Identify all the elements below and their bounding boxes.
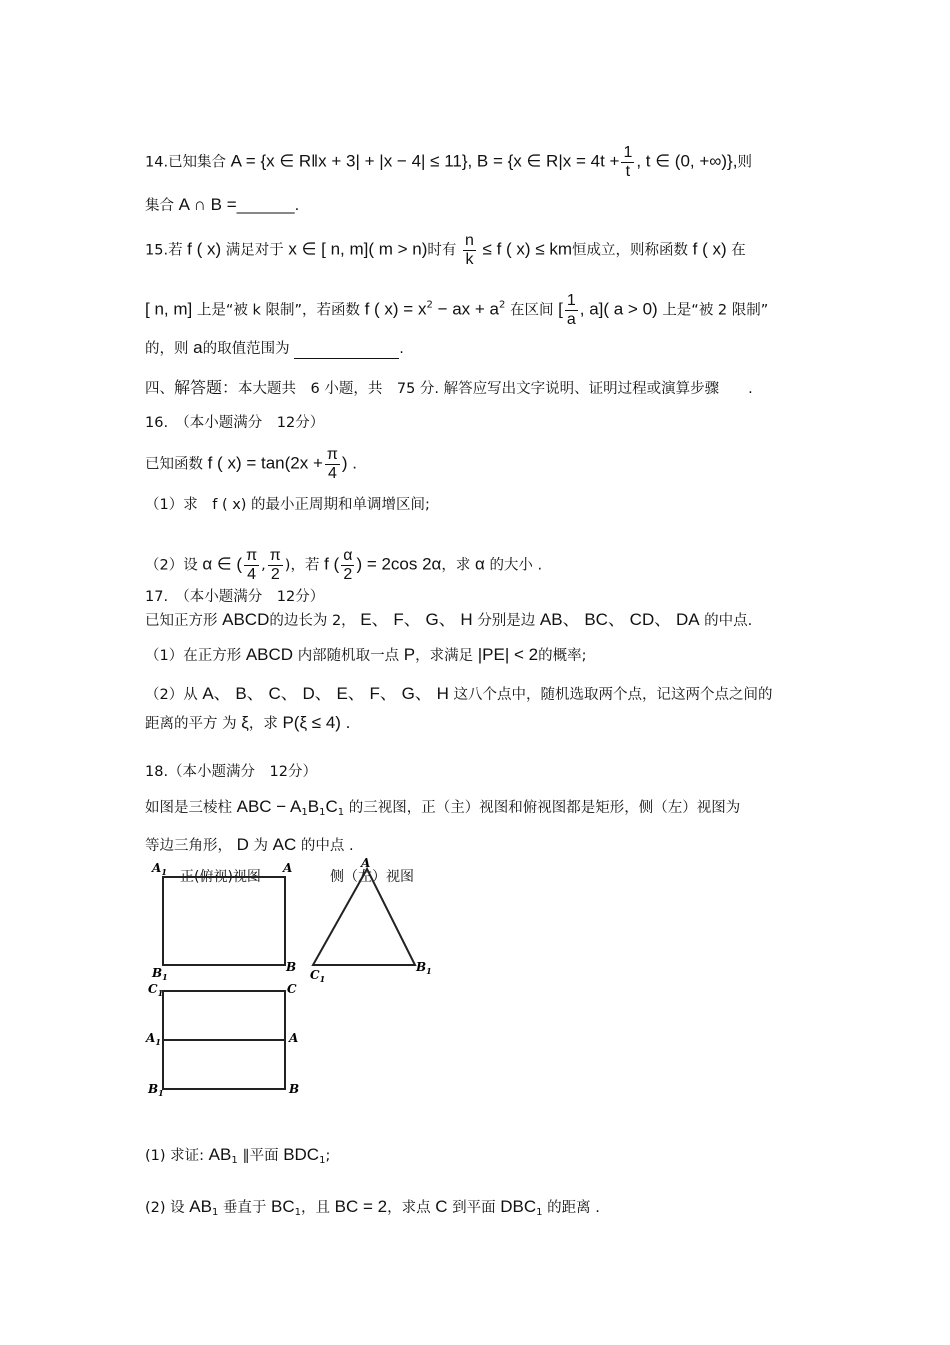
q15-text: 在 bbox=[731, 242, 746, 259]
q16-part1: （1）求 f ( x) 的最小正周期和单调增区间; bbox=[145, 497, 430, 513]
q17-text: ，求满足 bbox=[415, 648, 474, 664]
math-efgh: E、 F、 G、 H bbox=[360, 610, 473, 629]
math-abcd: ABCD bbox=[222, 610, 270, 629]
three-view-figure bbox=[140, 855, 450, 1105]
math-interval: [ n, m] bbox=[145, 299, 193, 319]
math-bc-equals: BC = 2 bbox=[334, 1197, 388, 1216]
math-bdc1: BDC bbox=[283, 1145, 320, 1164]
q14-text-then: 则 bbox=[737, 154, 752, 171]
q14-line1 bbox=[145, 144, 752, 181]
q18-heading: 18.（本小题满分 12分） bbox=[145, 764, 318, 780]
numerator: 1 bbox=[566, 292, 576, 309]
q15-period: . bbox=[399, 341, 404, 357]
denominator: 4 bbox=[247, 566, 257, 583]
answer-blank: ________. bbox=[236, 198, 300, 214]
q18-text: (1) 求证: bbox=[145, 1148, 205, 1164]
label-b-front: B bbox=[286, 960, 297, 974]
front-view-caption: 正(俯视)视图 bbox=[180, 869, 261, 885]
math-bc1: BC bbox=[271, 1197, 295, 1216]
label-b-top: B bbox=[289, 1082, 300, 1096]
math-equation: ) = 2cos 2α bbox=[356, 554, 442, 574]
q17-text: 的概率; bbox=[538, 648, 587, 664]
math-f: f ( bbox=[324, 554, 340, 574]
fraction-1-over-a bbox=[565, 292, 578, 329]
q17-text: 内部随机取一点 bbox=[297, 648, 400, 664]
q15-text: 若 bbox=[168, 242, 183, 259]
q18-text: 的距离 . bbox=[547, 1200, 600, 1216]
q17-text: 的中点. bbox=[704, 613, 753, 629]
denominator: k bbox=[465, 251, 474, 268]
side-view-triangle bbox=[313, 869, 415, 965]
denominator: 2 bbox=[343, 566, 353, 583]
numerator: π bbox=[269, 547, 281, 564]
q18-text: 等边三角形， bbox=[145, 838, 232, 854]
section-number: 四、 bbox=[145, 381, 174, 397]
math-function: f ( x) = x bbox=[364, 299, 427, 319]
q17-text: 的边长为 2， bbox=[269, 613, 356, 629]
denominator: 2 bbox=[270, 566, 280, 583]
q17-text: 为 bbox=[222, 716, 237, 732]
q17-text: （1）在正方形 bbox=[145, 648, 242, 664]
math-prism: C bbox=[325, 797, 338, 816]
q15-line1 bbox=[145, 232, 746, 269]
q17-line2 bbox=[145, 645, 586, 666]
math-probability: P(ξ ≤ 4) . bbox=[282, 713, 351, 732]
q16-line1 bbox=[145, 446, 357, 483]
math-alpha-in: α ∈ ( bbox=[202, 554, 243, 574]
q15-text: 恒成立，则称函数 bbox=[572, 242, 689, 259]
q15-line3 bbox=[145, 338, 404, 359]
math-points: A、 B、 C、 D、 E、 F、 G、 H bbox=[202, 684, 449, 703]
label-b1-front: $B_1$ bbox=[152, 966, 168, 982]
side-view-caption: 侧（左）视图 bbox=[330, 869, 414, 885]
q15-text: 满足对于 bbox=[225, 242, 284, 259]
answer-blank bbox=[294, 344, 399, 359]
q15-text: 的，则 bbox=[145, 341, 189, 357]
math-ab1: AB bbox=[208, 1145, 232, 1164]
math-a: a bbox=[193, 338, 203, 357]
q18-part2: (2) 设 $AB_1$ 垂直于 $BC_1$，且 BC = 2，求点 C 到平面 $DBC_1$ 的距离 . bbox=[145, 1197, 600, 1218]
section-instructions: 本大题共 6 小题，共 75 分. 解答应写出文字说明、证明过程或演算步骤 . bbox=[238, 381, 753, 397]
math-d: D bbox=[236, 835, 249, 854]
math-prism: B bbox=[307, 797, 320, 816]
label-b1-top: $B_1$ bbox=[148, 1082, 164, 1098]
q17-text: 距离的平方 bbox=[145, 716, 218, 732]
q15-text: 时有 bbox=[427, 242, 457, 259]
math-interval: , a]( a > 0) bbox=[579, 299, 658, 319]
numerator: π bbox=[246, 547, 258, 564]
q14-text: 已知集合 bbox=[168, 154, 227, 171]
q17-line4 bbox=[145, 713, 350, 734]
q16-text: 已知函数 bbox=[145, 456, 203, 473]
math-xi: ξ bbox=[241, 713, 249, 732]
math-abcd: ABCD bbox=[245, 645, 294, 664]
label-a1-front: $A_1$ bbox=[152, 861, 167, 877]
q18-text: ，且 bbox=[301, 1200, 331, 1216]
q16-text: )，若 bbox=[284, 557, 320, 574]
q17-text: 这八个点中，随机选取两个点，记这两个点之间的 bbox=[453, 687, 773, 703]
q18-text: 为 bbox=[253, 838, 268, 854]
label-c-top: C bbox=[287, 982, 297, 996]
math-edges: AB、 BC、 CD、 DA bbox=[539, 610, 700, 629]
q17-text: 已知正方形 bbox=[145, 613, 218, 629]
q15-text: 上是“被 2 限制” bbox=[662, 302, 769, 319]
q17-text: ，求 bbox=[248, 716, 278, 732]
label-c1-top: $C_1$ bbox=[148, 982, 164, 998]
q14-line2 bbox=[145, 195, 299, 216]
fraction-alpha-over-2 bbox=[341, 547, 354, 584]
set-a-definition: A = {x ∈ R‖x + 3| + |x − 4| ≤ 11}, bbox=[230, 151, 473, 171]
math-inequality: ≤ f ( x) ≤ km bbox=[482, 239, 573, 259]
math-interval: x ∈ [ n, m]( m > n) bbox=[288, 239, 428, 259]
q16-text: （2）设 bbox=[145, 557, 198, 574]
q18-text: 的三视图，正（主）视图和俯视图都是矩形，侧（左）视图为 bbox=[348, 800, 741, 816]
fraction-1-over-t bbox=[621, 144, 634, 181]
math-pe-inequality: |PE| < 2 bbox=[477, 645, 539, 664]
fraction-pi-over-4 bbox=[244, 547, 259, 584]
math-ab1: AB bbox=[189, 1197, 212, 1216]
q15-text: 上是“被 k 限制”，若函数 bbox=[196, 302, 360, 319]
q18-text: ; bbox=[325, 1148, 331, 1164]
label-a1-top: $A_1$ bbox=[146, 1031, 161, 1047]
front-view-rectangle bbox=[163, 877, 285, 965]
q18-text: ，求点 bbox=[387, 1200, 431, 1216]
q18-part1: (1) 求证: $AB_1$ ∥平面 $BDC_1$; bbox=[145, 1145, 331, 1166]
q17-line1 bbox=[145, 610, 752, 631]
denominator: 4 bbox=[327, 465, 337, 482]
q16-heading: 16. （本小题满分 12分） bbox=[145, 415, 325, 431]
q18-line2 bbox=[145, 835, 354, 856]
q17-text: 分别是边 bbox=[477, 613, 536, 629]
q18-text: 垂直于 bbox=[222, 1200, 267, 1216]
label-a-front: A bbox=[283, 861, 293, 875]
q18-text: (2) 设 bbox=[145, 1200, 185, 1216]
fraction-pi-over-4 bbox=[325, 446, 340, 483]
set-b-definition: B = {x ∈ R|x = 4t + bbox=[476, 151, 620, 171]
denominator: t bbox=[625, 163, 631, 180]
numerator: n bbox=[465, 232, 474, 249]
intersection-expression: A ∩ B = bbox=[178, 195, 237, 214]
section-heading bbox=[145, 378, 753, 399]
fraction-n-over-k bbox=[463, 232, 476, 269]
math-p: P bbox=[403, 645, 416, 664]
q18-text: ∥平面 bbox=[242, 1148, 279, 1164]
q16-text: 的大小 . bbox=[489, 557, 543, 574]
q18-text: 到平面 bbox=[452, 1200, 496, 1216]
q15-line2: [ n, m] 上是“被 k 限制”，若函数 f ( $x) = x^2$ − ax + $a^2$ 在区间 [ $\frac{1}{a}$ , a]( a > 0) 上是“被 2 限制” bbox=[145, 292, 769, 328]
label-a-side: A bbox=[361, 856, 371, 870]
q18-line1: 如图是三棱柱 ABC − $A_1B_1C_1$ 的三视图，正（主）视图和俯视图都是矩形，侧（左）视图为 bbox=[145, 797, 741, 818]
q16-part2: （2）设 α ∈ ( $\frac{\pi}{4}$ , $\frac{\pi}{2}$ )，若 f ( $\frac{\alpha}{2}$ ) = 2cos 2α，求 α 的大小 . bbox=[145, 547, 543, 583]
label-c1-side: $C_1$ bbox=[310, 968, 326, 984]
math-alpha: α bbox=[475, 554, 485, 574]
set-b-range: , t ∈ (0, +∞)}, bbox=[636, 151, 738, 171]
numerator: 1 bbox=[623, 144, 633, 161]
q17-line3 bbox=[145, 684, 772, 705]
math-fx: f ( x) bbox=[187, 239, 222, 259]
q14-text-set: 集合 bbox=[145, 198, 174, 214]
q17-text: （2）从 bbox=[145, 687, 198, 703]
q18-text: 的中点 . bbox=[300, 838, 354, 854]
math-fx: f ( x) bbox=[692, 239, 727, 259]
math-prism: ABC − A bbox=[236, 797, 302, 816]
denominator: a bbox=[566, 311, 576, 328]
fraction-pi-over-2 bbox=[268, 547, 283, 584]
math-bracket: [ bbox=[558, 299, 563, 319]
q18-text: 如图是三棱柱 bbox=[145, 800, 232, 816]
section-title: 解答题： bbox=[174, 378, 239, 397]
numerator: α bbox=[343, 547, 353, 564]
math-function: − ax + a bbox=[432, 299, 500, 319]
math-close: ) . bbox=[341, 453, 358, 473]
q14-number: 14. bbox=[145, 154, 169, 171]
label-a-top: A bbox=[289, 1031, 299, 1045]
q15-text: 在区间 bbox=[510, 302, 554, 319]
math-dbc1: DBC bbox=[500, 1197, 537, 1216]
math-c: C bbox=[435, 1197, 448, 1216]
numerator: π bbox=[326, 446, 338, 463]
q15-text: 的取值范围为 bbox=[202, 341, 290, 357]
q17-heading: 17. （本小题满分 12分） bbox=[145, 589, 325, 605]
math-ac: AC bbox=[272, 835, 297, 854]
math-tan: f ( x) = tan(2x + bbox=[207, 453, 323, 473]
q16-text: ，求 bbox=[441, 557, 471, 574]
q15-number: 15. bbox=[145, 242, 169, 259]
label-b1-side: $B_1$ bbox=[416, 960, 432, 976]
